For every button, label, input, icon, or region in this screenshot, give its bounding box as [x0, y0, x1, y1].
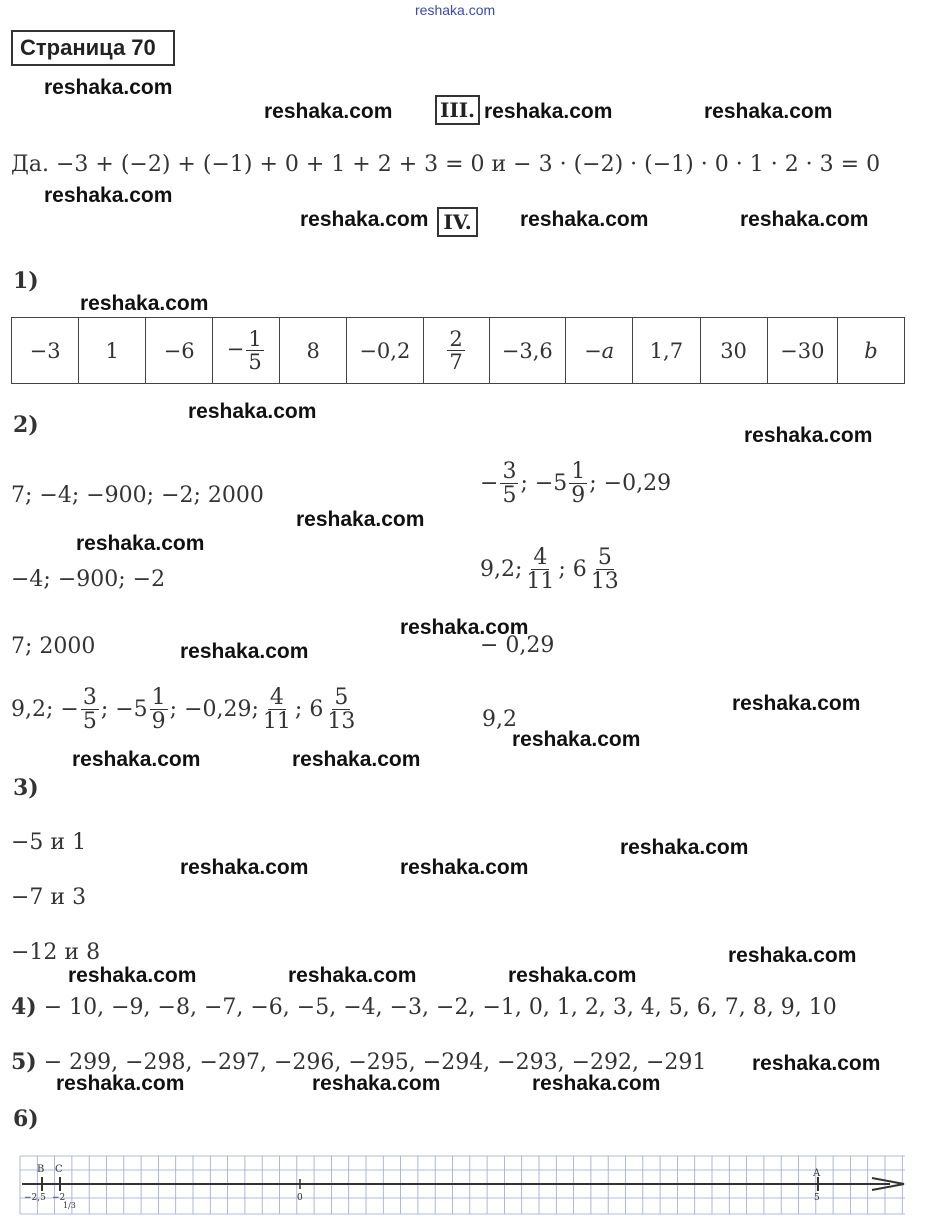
table-cell: 8: [280, 318, 347, 384]
watermark: reshaka.com: [68, 964, 197, 987]
site-link-top[interactable]: reshaka.com: [415, 2, 496, 18]
page-title: Страница 70: [11, 30, 175, 66]
table-cell: −3: [12, 318, 79, 384]
table-cell: −3,6: [489, 318, 565, 384]
tick-label: −2: [52, 1193, 66, 1203]
watermark: reshaka.com: [76, 532, 205, 555]
section-6-label: 6): [13, 1106, 39, 1132]
watermark: reshaka.com: [512, 728, 641, 751]
point-label: B: [37, 1164, 45, 1175]
tick-label: 5: [814, 1193, 820, 1203]
table-cell: −30: [767, 318, 837, 384]
section-2-label: 2): [13, 412, 39, 438]
answer-line: 9,2; − $\frac{3}{5}$ ; −5 $\frac{1}{9}$ ; −0,29; $\frac{4}{11}$ ; 6 $\frac{5}{13}$: [11, 685, 356, 735]
section-1-label: 1): [13, 268, 39, 294]
watermark: reshaka.com: [288, 964, 417, 987]
watermark: reshaka.com: [180, 640, 309, 663]
section-III-label: III.: [435, 95, 480, 125]
table-cell: −a: [566, 318, 633, 384]
watermark: reshaka.com: [704, 100, 833, 123]
watermark: reshaka.com: [740, 208, 869, 231]
watermark: reshaka.com: [400, 616, 529, 639]
answer-line: 9,2; $\frac{4}{11}$ ; 6 $\frac{5}{13}$: [480, 545, 619, 595]
tick-label: −2,5: [24, 1193, 46, 1203]
watermark: reshaka.com: [400, 856, 529, 879]
table-cell: 1: [79, 318, 146, 384]
watermark: reshaka.com: [296, 508, 425, 531]
watermark: reshaka.com: [508, 964, 637, 987]
watermark: reshaka.com: [44, 76, 173, 99]
answer-line: 7; −4; −900; −2; 2000: [11, 483, 264, 508]
answer-line: 7; 2000: [11, 634, 96, 659]
watermark: reshaka.com: [752, 1052, 881, 1075]
table-cell-fraction: $\frac{2}{7}$: [423, 318, 489, 384]
watermark: reshaka.com: [312, 1072, 441, 1095]
watermark: reshaka.com: [44, 184, 173, 207]
table-cell: 30: [700, 318, 767, 384]
table-cell: −0,2: [347, 318, 423, 384]
answer-line: −12 и 8: [11, 940, 101, 965]
answer-line: − $\frac{3}{5}$ ; −5 $\frac{1}{9}$ ; −0,29: [480, 459, 672, 509]
answer-line: 5) − 299, −298, −297, −296, −295, −294, −293, −292, −291: [11, 1049, 707, 1075]
tick-label: 1/3: [63, 1201, 76, 1210]
watermark: reshaka.com: [180, 856, 309, 879]
answer-line: −5 и 1: [11, 830, 87, 855]
watermark: reshaka.com: [264, 100, 393, 123]
watermark: reshaka.com: [72, 748, 201, 771]
number-line: [0, 1150, 929, 1218]
table-cell: b: [838, 318, 905, 384]
table-row: [12, 318, 905, 384]
watermark: reshaka.com: [732, 692, 861, 715]
watermark: reshaka.com: [188, 400, 317, 423]
answer-line: 9,2: [482, 707, 517, 732]
answer-line: −7 и 3: [11, 885, 87, 910]
section-IV-label: IV.: [437, 207, 478, 237]
section-III-text: Да. −3 + (−2) + (−1) + 0 + 1 + 2 + 3 = 0 и − 3 · (−2) · (−1) · 0 · 1 · 2 · 3 = 0: [11, 152, 881, 177]
answer-line: −4; −900; −2: [11, 567, 166, 592]
watermark: reshaka.com: [728, 944, 857, 967]
watermark: reshaka.com: [80, 292, 209, 315]
numbers-table: [11, 317, 905, 384]
answer-line: − 0,29: [480, 633, 555, 658]
watermark: reshaka.com: [292, 748, 421, 771]
table-cell-fraction: − $\frac{1}{5}$: [213, 318, 280, 384]
table-cell: −6: [146, 318, 213, 384]
watermark: reshaka.com: [532, 1072, 661, 1095]
watermark: reshaka.com: [520, 208, 649, 231]
answer-line: 4) − 10, −9, −8, −7, −6, −5, −4, −3, −2, −1, 0, 1, 2, 3, 4, 5, 6, 7, 8, 9, 10: [11, 994, 837, 1020]
watermark: reshaka.com: [56, 1072, 185, 1095]
section-3-label: 3): [13, 775, 39, 801]
watermark: reshaka.com: [300, 208, 429, 231]
point-label: C: [55, 1164, 63, 1175]
watermark: reshaka.com: [744, 424, 873, 447]
point-label: A: [813, 1168, 821, 1179]
table-cell: 1,7: [633, 318, 700, 384]
watermark: reshaka.com: [484, 100, 613, 123]
watermark: reshaka.com: [620, 836, 749, 859]
tick-label: 0: [297, 1193, 303, 1203]
